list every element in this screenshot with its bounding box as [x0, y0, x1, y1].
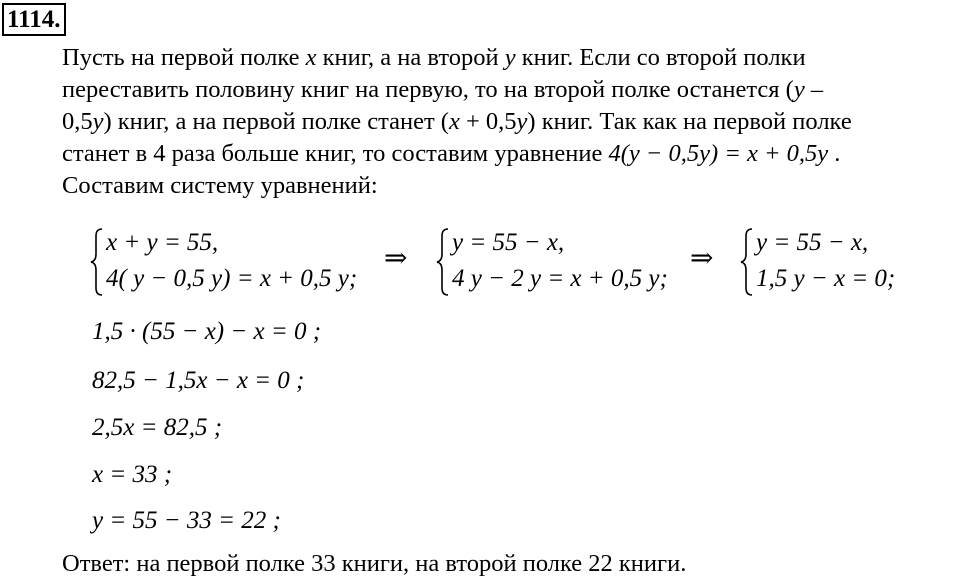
- step-4: x = 33 ;: [92, 461, 173, 488]
- system-3-row-1: y = 55 − x,: [756, 229, 869, 256]
- left-brace-icon: [436, 226, 450, 298]
- left-brace-icon: [740, 226, 754, 298]
- system-1-row-1: x + y = 55,: [106, 229, 219, 256]
- implies-arrow-2: ⇒: [690, 243, 714, 274]
- system-3-row-2: 1,5 y − x = 0;: [756, 265, 896, 292]
- system-2-row-1: y = 55 − x,: [452, 229, 565, 256]
- intro-line-3: 0,5y) книг, а на первой полке станет (x + 0,5y) книг. Так как на первой полке: [62, 108, 852, 135]
- problem-intro: [62, 42, 957, 202]
- system-intro: Составим систему уравнений:: [62, 172, 378, 199]
- step-1: 1,5 · (55 − x) − x = 0 ;: [92, 318, 322, 345]
- intro-line-4: станет в 4 раза больше книг, то составим уравнение 4(y − 0,5y) = x + 0,5y .: [62, 140, 841, 167]
- step-3: 2,5x = 82,5 ;: [92, 414, 223, 441]
- equation-inline: 4(y − 0,5y) = x + 0,5y: [608, 140, 829, 167]
- left-brace-icon: [90, 226, 104, 298]
- implies-arrow-1: ⇒: [384, 243, 408, 274]
- system-2-row-2: 4 y − 2 y = x + 0,5 y;: [452, 265, 668, 292]
- step-2: 82,5 − 1,5x − x = 0 ;: [92, 367, 305, 394]
- intro-line-2: переставить половину книг на первую, то на второй полке останется (y –: [62, 76, 824, 103]
- answer: Ответ: на первой полке 33 книги, на второй полке 22 книги.: [62, 550, 687, 577]
- problem-number: 1114.: [2, 3, 66, 36]
- step-5: y = 55 − 33 = 22 ;: [92, 507, 281, 534]
- system-1-row-2: 4( y − 0,5 y) = x + 0,5 y;: [106, 265, 358, 292]
- intro-line-1: Пусть на первой полке x книг, а на второй y книг. Если со второй полки: [62, 44, 806, 71]
